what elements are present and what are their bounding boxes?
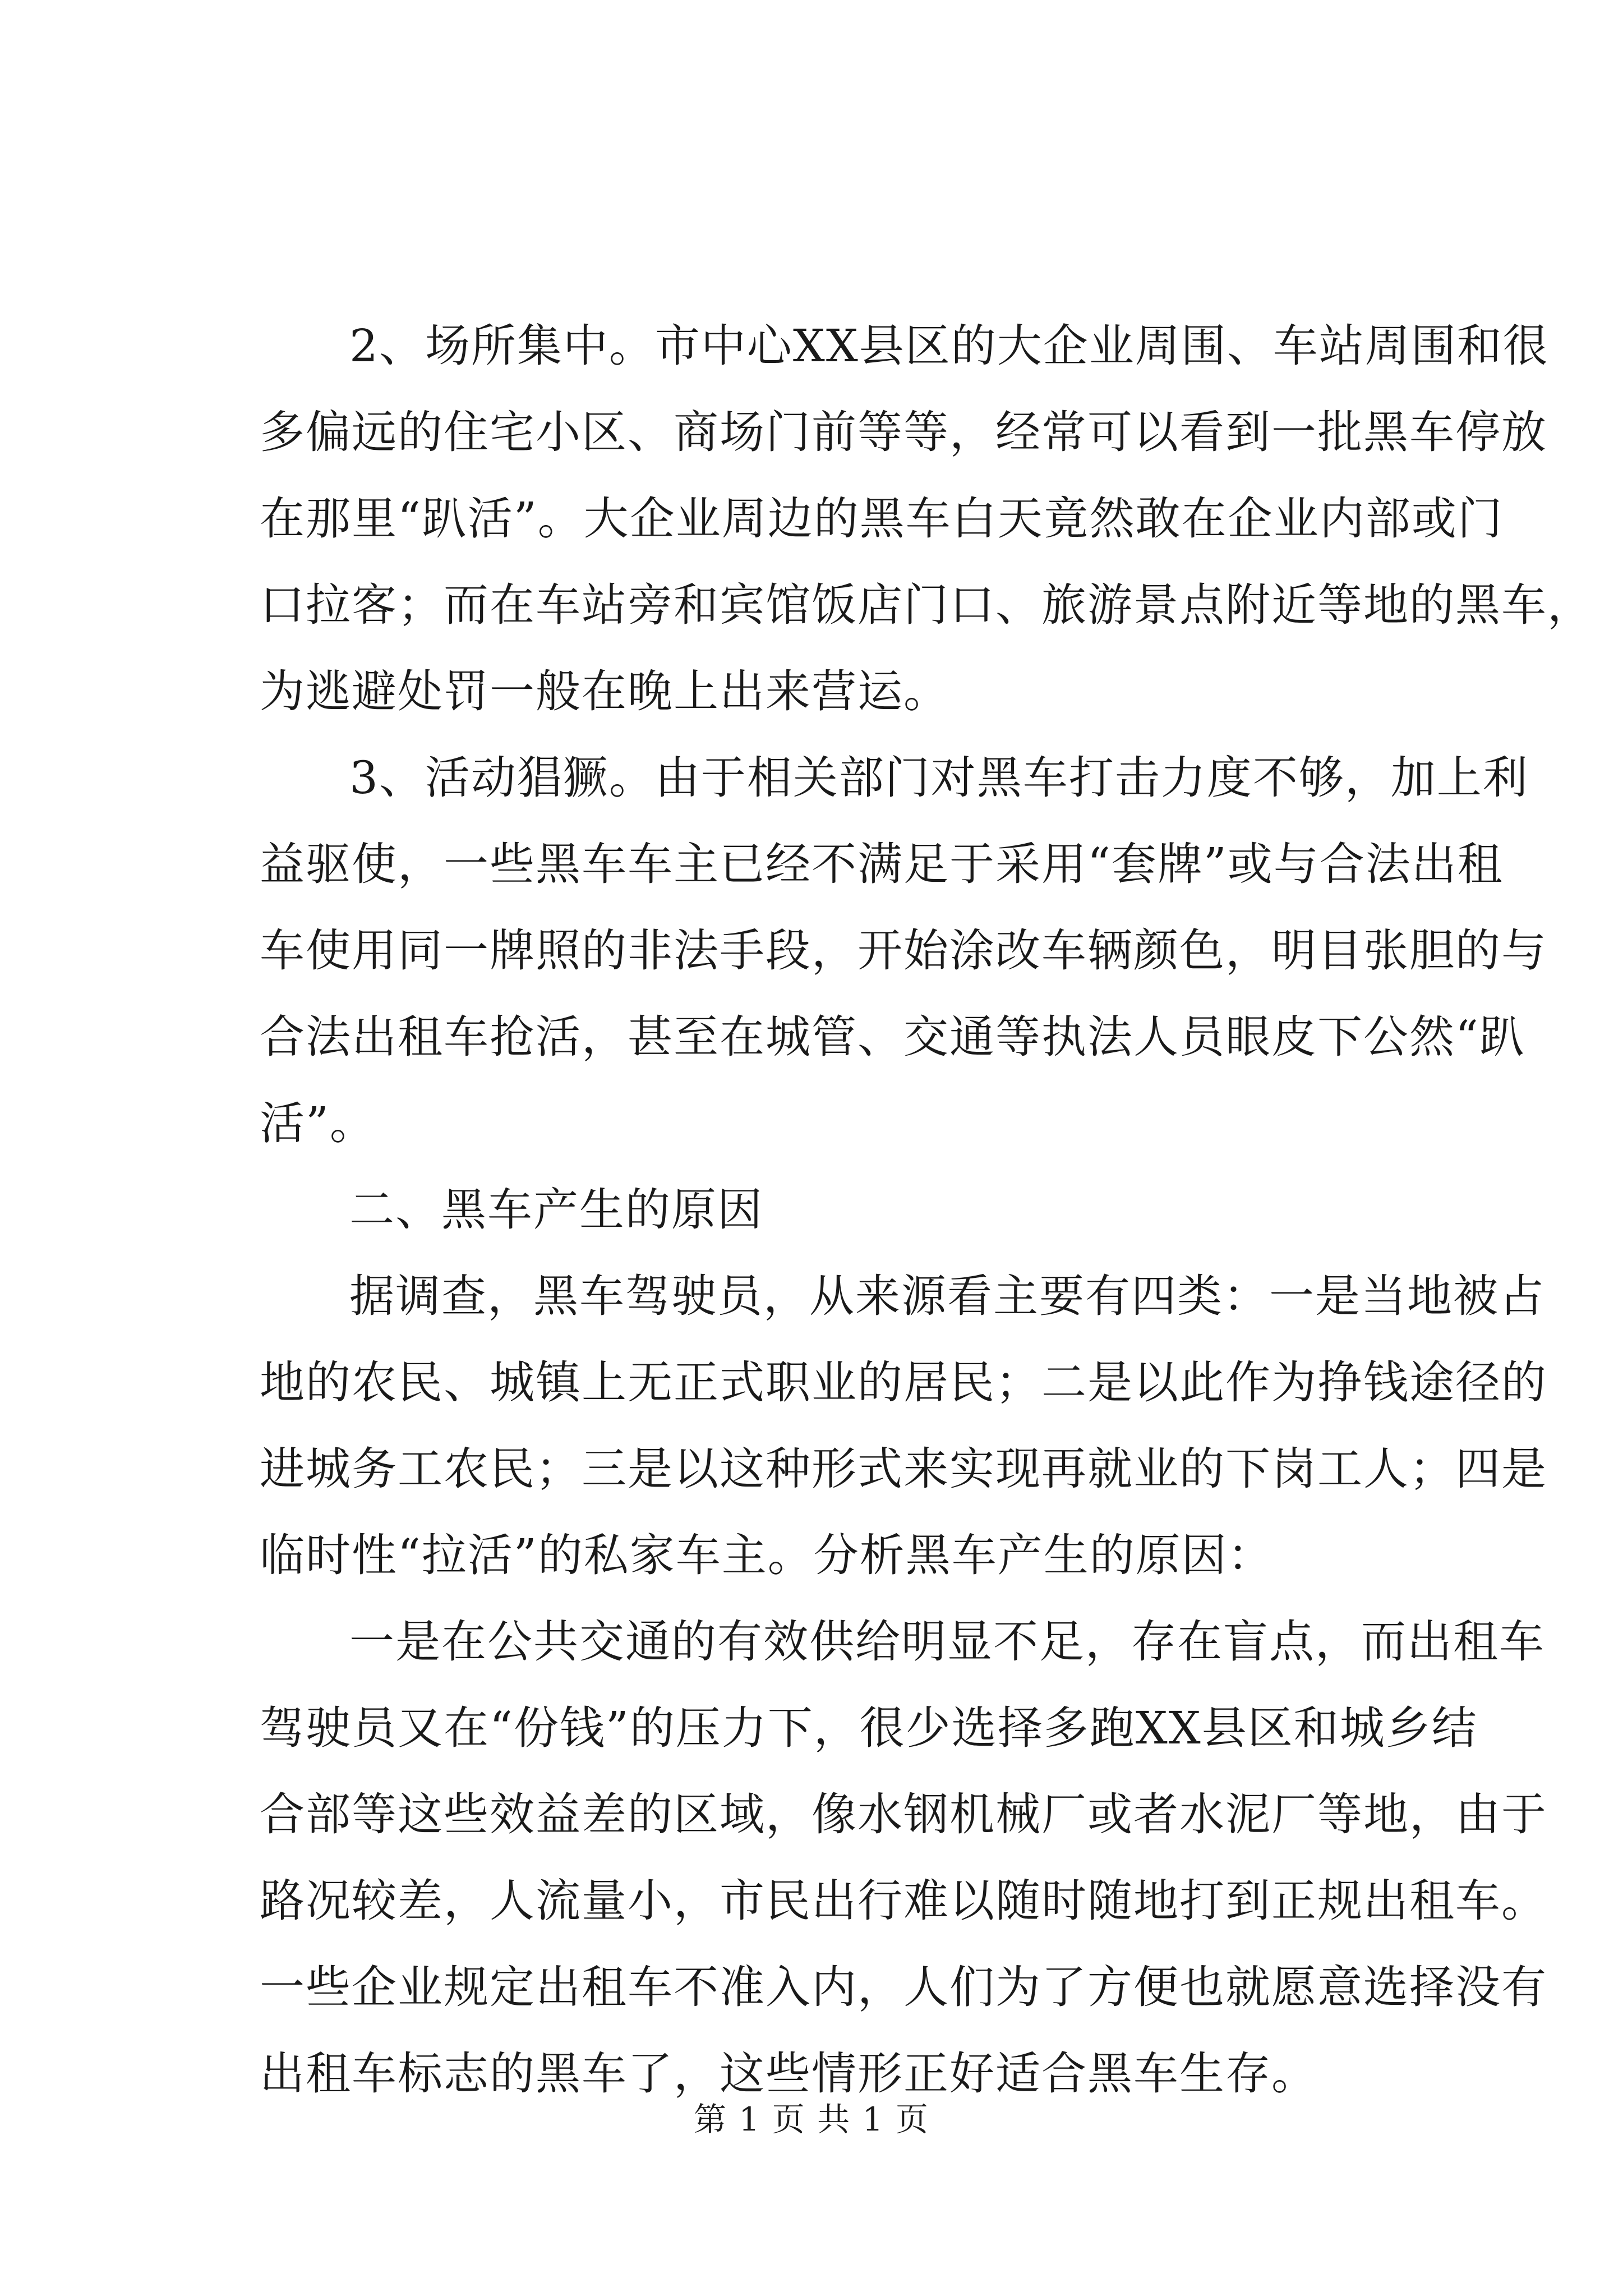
text-line: 驾驶员又在“份钱”的压力下，很少选择多跑XX县区和城乡结 [260,1702,1478,1754]
document-body [260,303,1593,2117]
text-line: 据调查，黑车驾驶员，从来源看主要有四类：一是当地被占 [349,1270,1545,1322]
text-line: 活”。 [260,1097,376,1149]
text-line: 路况较差，人流量小，市民出行难以随时随地打到正规出租车。 [260,1875,1547,1927]
text-line: 2、场所集中。市中心XX县区的大企业周围、车站周围和很 [349,320,1549,372]
text-line: 一些企业规定出租车不准入内，人们为了方便也就愿意选择没有 [260,1961,1547,2013]
text-line: 合部等这些效益差的区域，像水钢机械厂或者水泥厂等地，由于 [260,1788,1547,1841]
text-line: 临时性“拉活”的私家车主。分析黑车产生的原因： [260,1529,1274,1581]
text-line: 出租车标志的黑车了，这些情形正好适合黑车生存。 [260,2047,1317,2100]
text-line: 3、活动猖獗。由于相关部门对黑车打击力度不够，加上利 [349,752,1529,804]
page-footer: 第 1 页 共 1 页 [694,2100,929,2138]
text-line: 进城务工农民；三是以这种形式来实现再就业的下岗工人；四是 [260,1443,1547,1495]
text-line: 益驱使，一些黑车车主已经不满足于采用“套牌”或与合法出租 [260,838,1504,890]
text-line: 为逃避处罚一般在晚上出来营运。 [260,665,949,717]
text-line: 口拉客；而在车站旁和宾馆饭店门口、旅游景点附近等地的黑车， [260,579,1593,631]
text-line: 地的农民、城镇上无正式职业的居民；二是以此作为挣钱途径的 [260,1356,1547,1409]
text-line: 合法出租车抢活，甚至在城管、交通等执法人员眼皮下公然“趴 [260,1011,1525,1063]
text-line: 在那里“趴活”。大企业周边的黑车白天竟然敢在企业内部或门 [260,493,1504,545]
text-line: 一是在公共交通的有效供给明显不足，存在盲点，而出租车 [349,1616,1545,1668]
text-line: 多偏远的住宅小区、商场门前等等，经常可以看到一批黑车停放 [260,406,1547,458]
text-line: 二、黑车产生的原因 [349,1184,763,1236]
text-line: 车使用同一牌照的非法手段，开始涂改车辆颜色，明目张胆的与 [260,924,1547,977]
